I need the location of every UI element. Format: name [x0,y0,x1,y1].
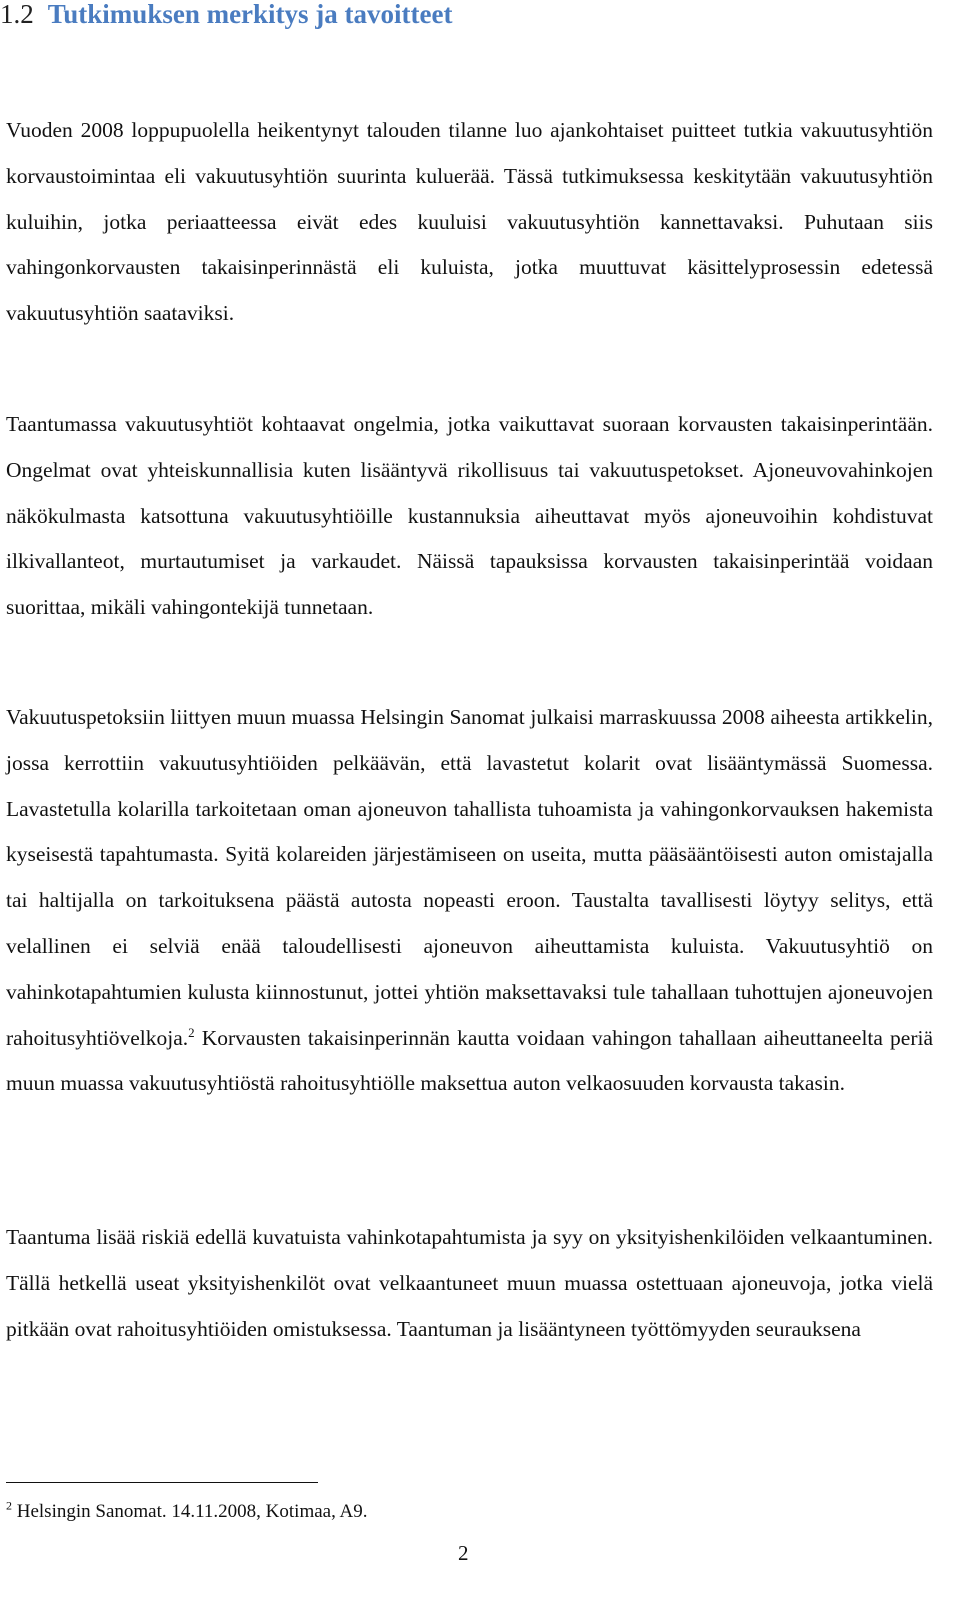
paragraph-2: Taantumassa vakuutusyhtiöt kohtaavat ongelmia, jotka vaikuttavat suoraan korvausten takaisinperintään. Ongelmat ovat yhteiskunnallisia kuten lisääntyvä rikollisuus tai vakuutuspetokset. Ajoneuvovahinkojen näkökulmasta katsottuna vakuutusyhtiöille kustannuksia aiheuttavat myös ajoneuvoihin kohdistuvat ilkivallanteot, murtautumiset ja varkaudet. Näissä tapauksissa korvausten takaisinperintää voidaan suorittaa, mikäli vahingontekijä tunnetaan. [6,412,933,620]
section-number: 1.2 [0,0,34,29]
paragraph-3-continuation: Korvausten takaisinperinnän kautta voidaan vahingon tahallaan aiheuttaneelta periä muun muassa vakuutusyhtiöstä rahoitusyhtiölle maksettua auton velkaosuuden korvausta takasin. [6,1025,933,1096]
page-number: 2 [458,1541,469,1565]
paragraph-4: Taantuma lisää riskiä edellä kuvatuista vahinkotapahtumista ja syy on yksityishenkilöiden velkaantuminen. Tällä hetkellä useat yksityishenkilöt ovat velkaantuneet muun muassa ostettuaan ajoneuvoja, jotka vielä pitkään ovat rahoitusyhtiöiden omistuksessa. Taantuman ja lisääntyneen työttömyyden seurauksena [6,1225,933,1341]
section-title: Tutkimuksen merkitys ja tavoitteet [47,0,453,29]
footnote-number: 2 [6,1498,12,1513]
paragraph-3 [6,695,933,1107]
footnote [6,1498,368,1526]
paragraph-3-text: Vakuutuspetoksiin liittyen muun muassa Helsingin Sanomat julkaisi marraskuussa 2008 aiheesta artikkelin, jossa kerrottiin vakuutusyhtiöiden pelkäävän, että lavastetut kolarit ovat lisääntymässä Suomessa. Lavastetulla kolarilla tarkoitetaan oman ajoneuvon tahallista tuhoamista ja vahingonkorvauksen hakemista kyseisestä tapahtumasta. Syitä kolareiden järjestämiseen on useita, mutta pääsääntöisesti auton omistajalla tai haltijalla on tarkoituksena päästä autosta nopeasti eroon. Taustalta tavallisesti löytyy selitys, että velallinen ei selviä enää taloudellisesti ajoneuvon aiheuttamista kuluista. Vakuutusyhtiö on vahinkotapahtumien kulusta kiinnostunut, jottei yhtiön maksettavaksi tule tahallaan tuhottujen ajoneuvojen rahoitusyhtiövelkoja. [6,705,933,1050]
paragraph-1: Vuoden 2008 loppupuolella heikentynyt talouden tilanne luo ajankohtaiset puitteet tutkia vakuutusyhtiön korvaustoimintaa eli vakuutusyhtiön suurinta kuluerää. Tässä tutkimuksessa keskitytään vakuutusyhtiön kuluihin, jotka periaatteessa eivät edes kuuluisi vakuutusyhtiön kannettavaksi. Puhutaan siis vahingonkorvausten takaisinperinnästä eli kuluista, jotka muuttuvat käsittelyprosessin edetessä vakuutusyhtiön saataviksi. [6,118,933,326]
footnote-separator [6,1482,318,1483]
footnote-text: Helsingin Sanomat. 14.11.2008, Kotimaa, A9. [16,1501,368,1522]
footnote-reference[interactable]: 2 [188,1024,195,1040]
section-heading [0,0,453,34]
